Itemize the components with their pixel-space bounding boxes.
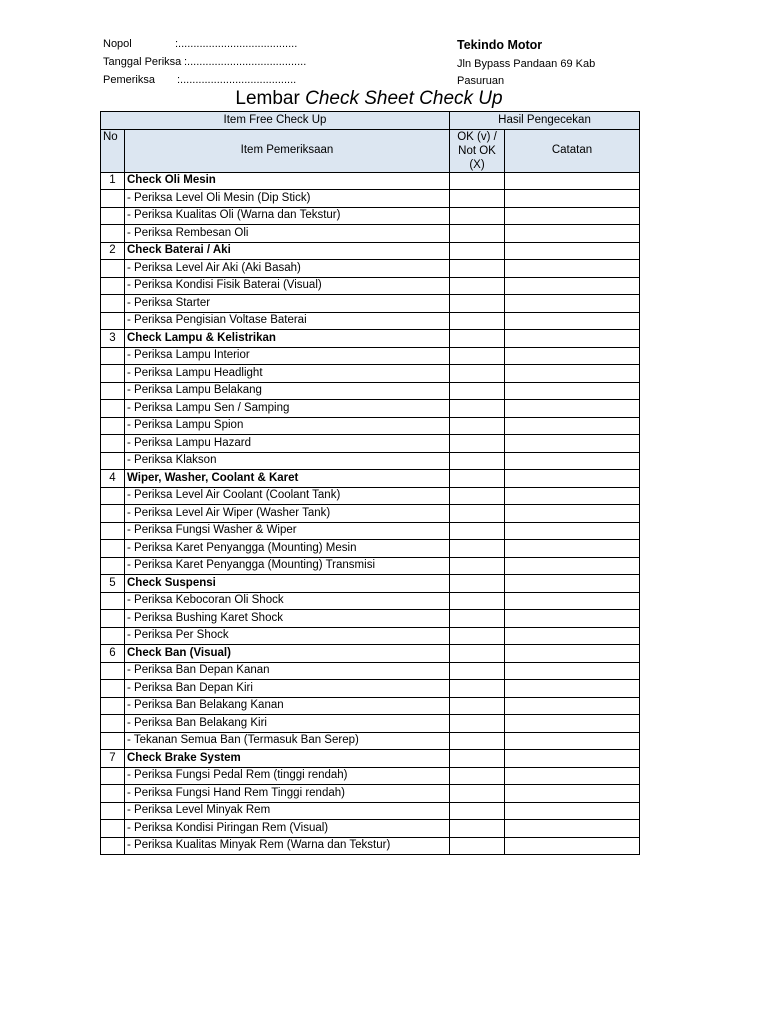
ok-cell[interactable] [450,435,505,453]
number-cell-empty [101,207,125,225]
item-label: - Periksa Fungsi Hand Rem Tinggi rendah) [125,785,450,803]
item-label: - Periksa Ban Depan Kanan [125,662,450,680]
column-header-ok: OK (v) / Not OK (X) [450,129,505,172]
item-label: - Periksa Karet Penyangga (Mounting) Transmisi [125,557,450,575]
section-row [101,242,640,260]
item-label: - Periksa Per Shock [125,627,450,645]
item-row [101,522,640,540]
ok-cell[interactable] [450,592,505,610]
company-address-line2: Pasuruan [457,75,505,87]
company-block [457,37,595,90]
ok-cell[interactable] [450,767,505,785]
section-title: Check Oli Mesin [125,172,450,190]
number-cell-empty [101,435,125,453]
ok-cell[interactable] [450,225,505,243]
section-row [101,750,640,768]
notes-cell[interactable] [505,697,640,715]
section-row [101,645,640,663]
number-cell-empty [101,557,125,575]
item-label: - Periksa Lampu Hazard [125,435,450,453]
item-row [101,260,640,278]
nopol-field[interactable]: :....................................... [175,38,298,50]
section-number: 1 [101,172,125,190]
pemeriksa-label: Pemeriksa [103,74,155,86]
number-cell-empty [101,365,125,383]
notes-cell[interactable] [505,750,640,768]
notes-cell[interactable] [505,277,640,295]
section-row [101,172,640,190]
check-sheet-table [100,111,640,855]
notes-cell[interactable] [505,557,640,575]
item-label: - Periksa Level Air Wiper (Washer Tank) [125,505,450,523]
table-group-header [101,112,640,130]
pemeriksa-field[interactable]: :...................................... [177,74,297,86]
item-row [101,277,640,295]
item-row [101,662,640,680]
notes-cell[interactable] [505,785,640,803]
item-row [101,435,640,453]
section-row [101,575,640,593]
notes-cell[interactable] [505,400,640,418]
number-cell-empty [101,295,125,313]
item-label: - Periksa Level Minyak Rem [125,802,450,820]
notes-cell[interactable] [505,592,640,610]
notes-cell[interactable] [505,172,640,190]
item-row [101,225,640,243]
section-title: Wiper, Washer, Coolant & Karet [125,470,450,488]
notes-cell[interactable] [505,417,640,435]
section-number: 5 [101,575,125,593]
table-column-header [101,129,640,172]
section-title: Check Brake System [125,750,450,768]
number-cell-empty [101,697,125,715]
number-cell-empty [101,662,125,680]
item-row [101,785,640,803]
ok-cell[interactable] [450,295,505,313]
section-number: 6 [101,645,125,663]
notes-cell[interactable] [505,242,640,260]
notes-cell[interactable] [505,505,640,523]
section-number: 4 [101,470,125,488]
item-label: - Periksa Kualitas Oli (Warna dan Tekstur) [125,207,450,225]
number-cell-empty [101,312,125,330]
item-label: - Periksa Ban Belakang Kiri [125,715,450,733]
ok-cell[interactable] [450,715,505,733]
notes-cell[interactable] [505,452,640,470]
item-row [101,505,640,523]
number-cell-empty [101,680,125,698]
ok-cell[interactable] [450,365,505,383]
notes-cell[interactable] [505,312,640,330]
notes-cell[interactable] [505,610,640,628]
item-label: - Periksa Ban Depan Kiri [125,680,450,698]
ok-cell[interactable] [450,207,505,225]
notes-cell[interactable] [505,260,640,278]
item-row [101,557,640,575]
item-row [101,767,640,785]
number-cell-empty [101,785,125,803]
item-row [101,610,640,628]
number-cell-empty [101,382,125,400]
notes-cell[interactable] [505,190,640,208]
ok-cell[interactable] [450,785,505,803]
title-italic: Check Sheet Check Up [305,88,503,109]
notes-cell[interactable] [505,680,640,698]
notes-cell[interactable] [505,802,640,820]
item-row [101,400,640,418]
item-row [101,592,640,610]
number-cell-empty [101,347,125,365]
item-label: - Periksa Karet Penyangga (Mounting) Mesin [125,540,450,558]
item-label: - Periksa Pengisian Voltase Baterai [125,312,450,330]
item-label: - Periksa Starter [125,295,450,313]
item-row [101,715,640,733]
section-number: 7 [101,750,125,768]
notes-cell[interactable] [505,820,640,838]
item-label: - Periksa Kebocoran Oli Shock [125,592,450,610]
item-row [101,732,640,750]
section-number: 3 [101,330,125,348]
item-label: - Periksa Ban Belakang Kanan [125,697,450,715]
item-label: - Periksa Lampu Interior [125,347,450,365]
item-row [101,417,640,435]
notes-cell[interactable] [505,295,640,313]
group-header-item: Item Free Check Up [101,112,450,130]
item-label: - Periksa Bushing Karet Shock [125,610,450,628]
section-row [101,470,640,488]
item-label: - Periksa Kondisi Piringan Rem (Visual) [125,820,450,838]
notes-cell[interactable] [505,435,640,453]
item-label: - Periksa Fungsi Pedal Rem (tinggi rendah) [125,767,450,785]
notes-cell[interactable] [505,225,640,243]
notes-cell[interactable] [505,627,640,645]
column-header-no: No [101,129,125,172]
ok-cell[interactable] [450,750,505,768]
item-label: - Periksa Level Oli Mesin (Dip Stick) [125,190,450,208]
ok-cell[interactable] [450,732,505,750]
item-row [101,802,640,820]
ok-cell[interactable] [450,452,505,470]
company-address-line1: Jln Bypass Pandaan 69 Kab [457,58,596,70]
item-label: - Periksa Kualitas Minyak Rem (Warna dan Tekstur) [125,837,450,855]
number-cell-empty [101,540,125,558]
ok-cell[interactable] [450,190,505,208]
ok-cell[interactable] [450,347,505,365]
ok-cell[interactable] [450,172,505,190]
ok-cell[interactable] [450,400,505,418]
item-row [101,365,640,383]
number-cell-empty [101,837,125,855]
ok-cell[interactable] [450,540,505,558]
section-title: Check Lampu & Kelistrikan [125,330,450,348]
ok-cell[interactable] [450,277,505,295]
section-title: Check Suspensi [125,575,450,593]
section-number: 2 [101,242,125,260]
ok-cell[interactable] [450,610,505,628]
ok-cell[interactable] [450,505,505,523]
ok-cell[interactable] [450,802,505,820]
item-row [101,382,640,400]
number-cell-empty [101,225,125,243]
ok-cell[interactable] [450,330,505,348]
number-cell-empty [101,592,125,610]
column-header-item: Item Pemeriksaan [125,129,450,172]
item-row [101,680,640,698]
notes-cell[interactable] [505,575,640,593]
number-cell-empty [101,802,125,820]
number-cell-empty [101,522,125,540]
ok-cell[interactable] [450,627,505,645]
ok-cell[interactable] [450,837,505,855]
item-label: - Periksa Level Air Aki (Aki Basah) [125,260,450,278]
number-cell-empty [101,627,125,645]
item-row [101,190,640,208]
notes-cell[interactable] [505,767,640,785]
ok-cell[interactable] [450,575,505,593]
notes-cell[interactable] [505,662,640,680]
tanggal-periksa-label: Tanggal Periksa [103,56,182,68]
ok-cell[interactable] [450,820,505,838]
nopol-label: Nopol [103,38,132,50]
number-cell-empty [101,505,125,523]
ok-cell[interactable] [450,242,505,260]
item-label: - Periksa Lampu Sen / Samping [125,400,450,418]
number-cell-empty [101,277,125,295]
ok-cell[interactable] [450,487,505,505]
number-cell-empty [101,452,125,470]
notes-cell[interactable] [505,330,640,348]
number-cell-empty [101,767,125,785]
item-row [101,627,640,645]
item-row [101,487,640,505]
notes-cell[interactable] [505,540,640,558]
section-row [101,330,640,348]
item-label: - Periksa Fungsi Washer & Wiper [125,522,450,540]
number-cell-empty [101,715,125,733]
company-name: Tekindo Motor [457,38,543,52]
item-row [101,347,640,365]
notes-cell[interactable] [505,522,640,540]
column-header-notes: Catatan [505,129,640,172]
number-cell-empty [101,417,125,435]
section-title: Check Ban (Visual) [125,645,450,663]
notes-cell[interactable] [505,347,640,365]
notes-cell[interactable] [505,382,640,400]
ok-cell[interactable] [450,645,505,663]
ok-cell[interactable] [450,417,505,435]
item-label: - Periksa Rembesan Oli [125,225,450,243]
group-header-result: Hasil Pengecekan [450,112,640,130]
ok-cell[interactable] [450,260,505,278]
section-title: Check Baterai / Aki [125,242,450,260]
notes-cell[interactable] [505,487,640,505]
item-row [101,452,640,470]
number-cell-empty [101,487,125,505]
item-row [101,207,640,225]
item-row [101,837,640,855]
notes-cell[interactable] [505,732,640,750]
notes-cell[interactable] [505,365,640,383]
notes-cell[interactable] [505,837,640,855]
number-cell-empty [101,820,125,838]
ok-cell[interactable] [450,557,505,575]
notes-cell[interactable] [505,715,640,733]
item-row [101,540,640,558]
ok-cell[interactable] [450,680,505,698]
table-body [101,172,640,855]
item-label: - Periksa Lampu Headlight [125,365,450,383]
ok-cell[interactable] [450,522,505,540]
ok-cell[interactable] [450,662,505,680]
item-row [101,295,640,313]
ok-cell[interactable] [450,470,505,488]
item-row [101,697,640,715]
number-cell-empty [101,400,125,418]
title-plain: Lembar [235,88,306,109]
item-label: - Periksa Lampu Belakang [125,382,450,400]
notes-cell[interactable] [505,470,640,488]
number-cell-empty [101,260,125,278]
number-cell-empty [101,610,125,628]
item-label: - Periksa Lampu Spion [125,417,450,435]
item-row [101,312,640,330]
notes-cell[interactable] [505,645,640,663]
item-label: - Periksa Kondisi Fisik Baterai (Visual) [125,277,450,295]
item-label: - Tekanan Semua Ban (Termasuk Ban Serep) [125,732,450,750]
notes-cell[interactable] [505,207,640,225]
number-cell-empty [101,732,125,750]
item-label: - Periksa Level Air Coolant (Coolant Tank) [125,487,450,505]
item-label: - Periksa Klakson [125,452,450,470]
item-row [101,820,640,838]
ok-cell[interactable] [450,312,505,330]
number-cell-empty [101,190,125,208]
tanggal-periksa-field[interactable]: :....................................... [184,56,307,68]
ok-cell[interactable] [450,697,505,715]
page-title [0,88,738,110]
ok-cell[interactable] [450,382,505,400]
